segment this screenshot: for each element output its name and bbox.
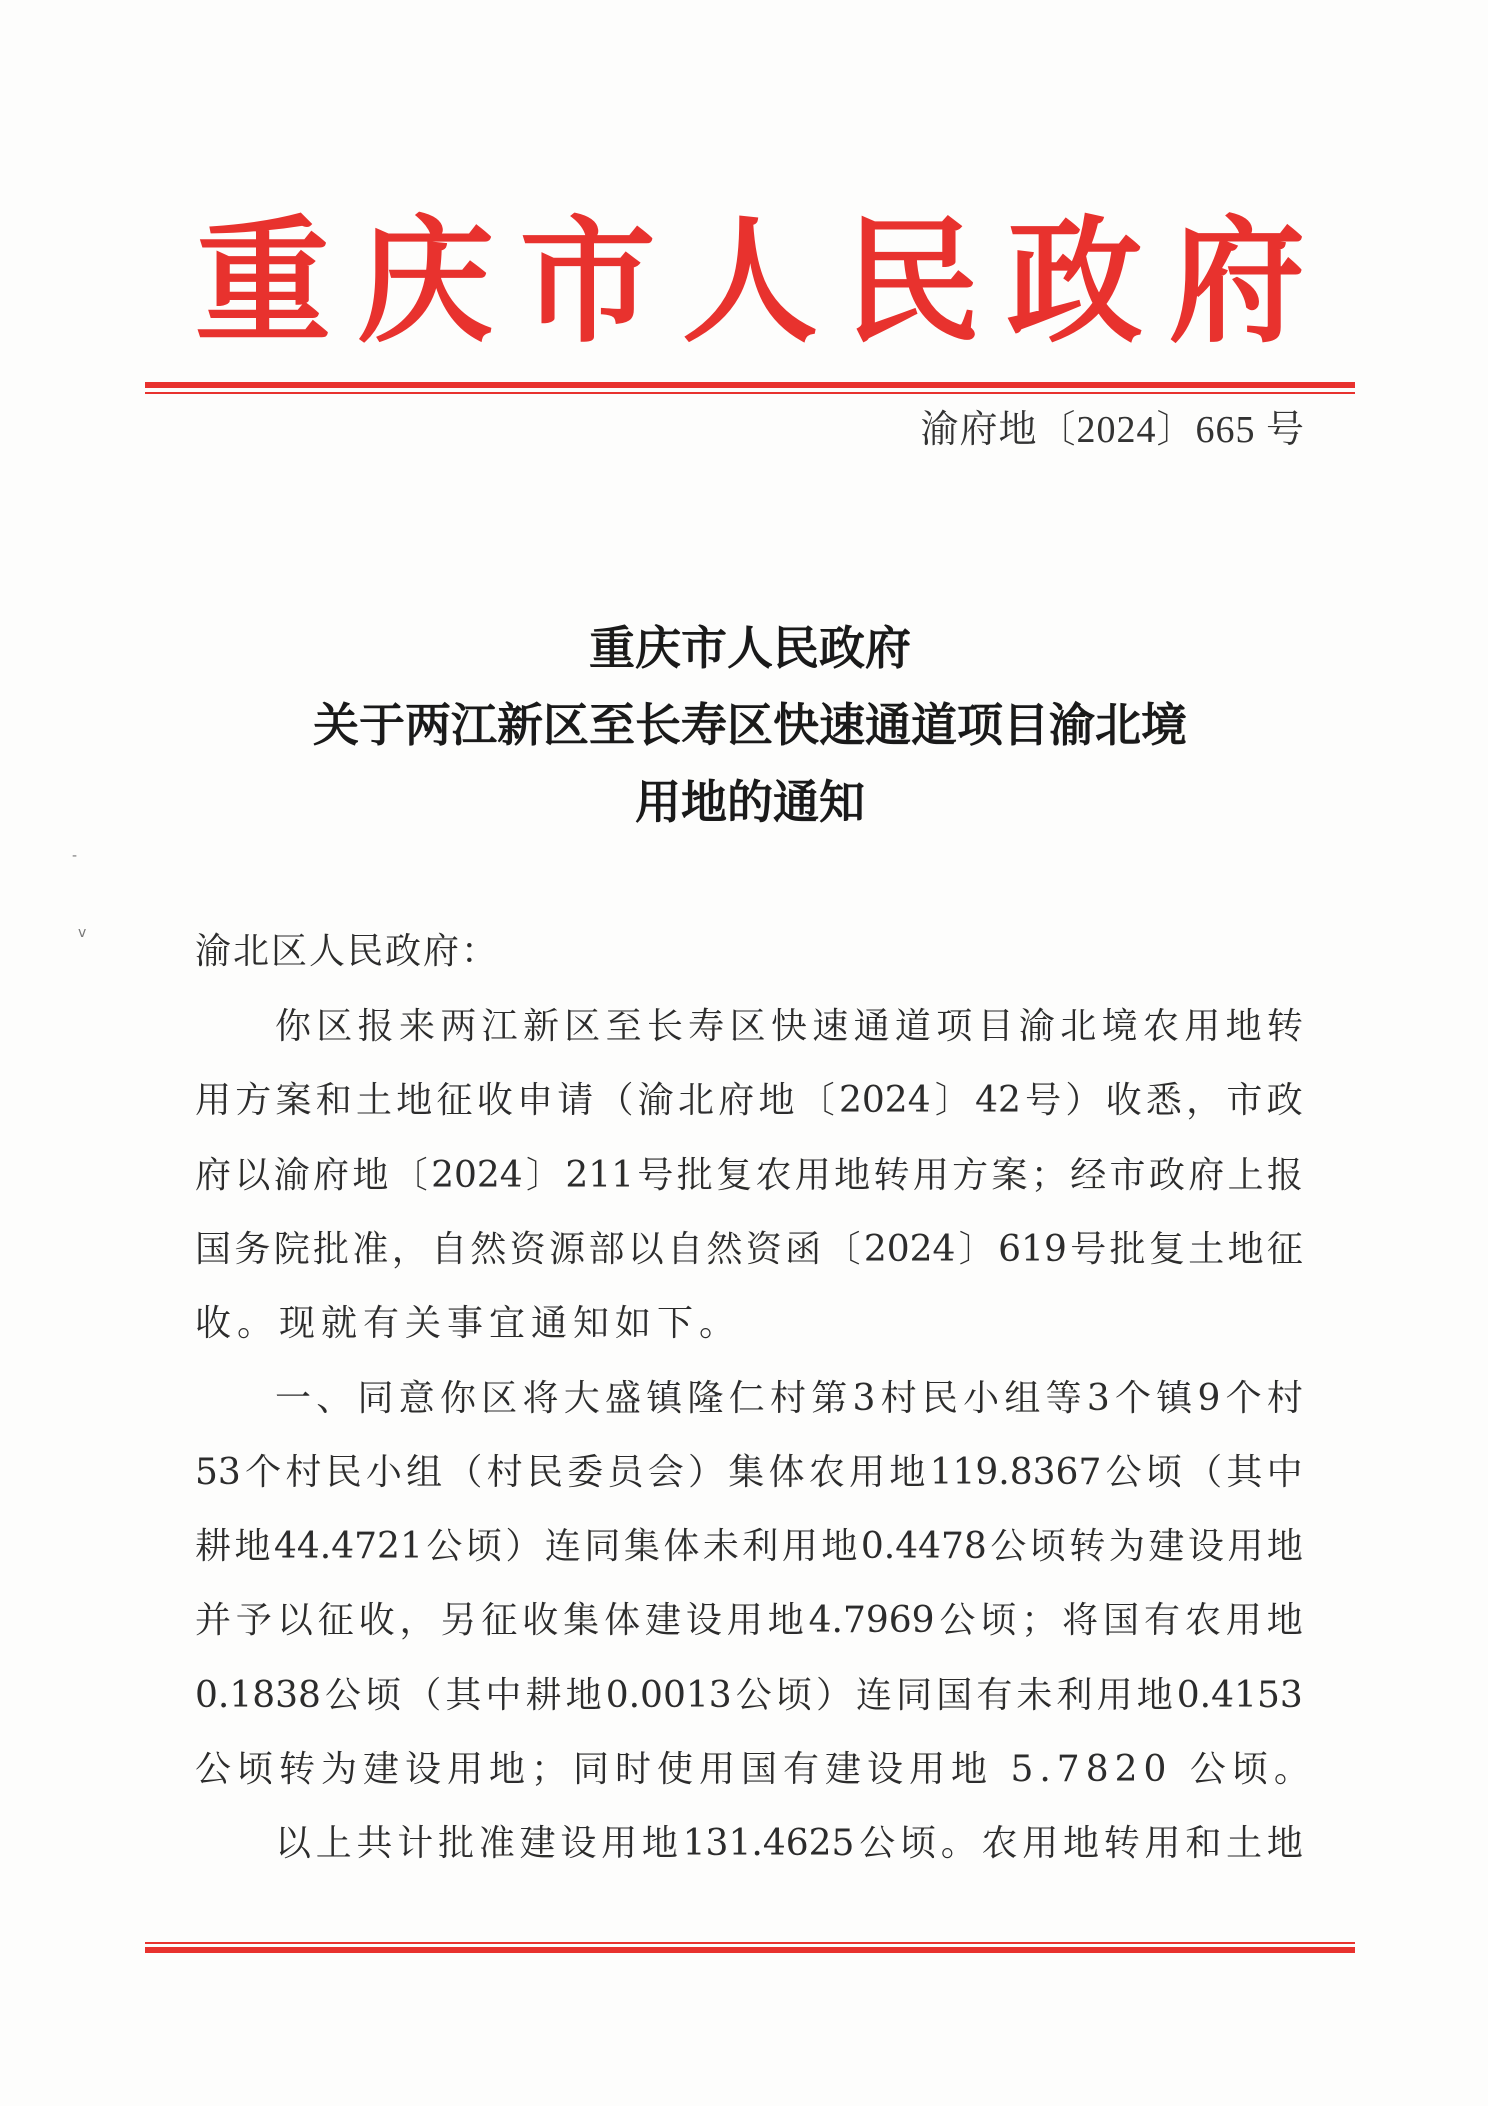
margin-mark: -: [72, 848, 78, 864]
margin-mark: v: [78, 925, 87, 941]
document-number: 渝府地〔2024〕665 号: [920, 409, 1305, 451]
footer-red-rule-thick: [145, 1947, 1355, 1953]
body-line: 一 、 同 意 你 区 将 大 盛 镇 隆 仁 村 第 3 村 民 小 组 等 3 个 镇 9 个 村: [275, 1377, 1303, 1419]
masthead-char: 人: [681, 202, 818, 362]
masthead-char: 市: [519, 202, 656, 362]
body-line: 公顷转为建设用地；同时使用国有建设用地 5.7820 公顷。: [195, 1749, 1316, 1790]
body-line: 以 上 共 计 批 准 建 设 用 地 131.4625 公 顷 。 农 用 地 转 用 和 土 地: [275, 1823, 1303, 1865]
body-line: 用 方 案 和 土 地 征 收 申 请 （ 渝 北 府 地 〔 2024 〕 42 号 ） 收 悉 ， 市 政: [195, 1080, 1303, 1122]
masthead-title: [195, 195, 1305, 370]
header-red-rule-thin: [145, 392, 1355, 394]
title-line-1: 重庆市人民政府: [589, 621, 911, 675]
masthead-char: 民: [844, 202, 981, 362]
salutation: 渝北区人民政府：: [195, 931, 500, 972]
masthead-char: 庆: [357, 202, 494, 362]
body-line: 0.1838 公 顷 （ 其 中 耕 地 0.0013 公 顷 ） 连 同 国 有 未 利 用 地 0.4153: [195, 1674, 1303, 1716]
footer-red-rule-thin: [145, 1942, 1355, 1944]
body-line: 国 务 院 批 准 ， 自 然 资 源 部 以 自 然 资 函 〔 2024 〕 619 号 批 复 土 地 征: [195, 1228, 1303, 1270]
body-line: 府 以 渝 府 地 〔 2024 〕 211 号 批 复 农 用 地 转 用 方 案 ； 经 市 政 府 上 报: [195, 1154, 1303, 1196]
header-red-rule-thick: [145, 382, 1355, 388]
body-line: 你 区 报 来 两 江 新 区 至 长 寿 区 快 速 通 道 项 目 渝 北 境 农 用 地 转: [275, 1006, 1303, 1047]
title-line-2: 关于两江新区至长寿区快速通道项目渝北境: [313, 698, 1187, 752]
masthead-char: 政: [1006, 202, 1143, 362]
title-line-3: 用地的通知: [635, 775, 865, 829]
masthead-char: 重: [195, 202, 331, 362]
body-line: 并 予 以 征 收 ， 另 征 收 集 体 建 设 用 地 4.7969 公 顷 ； 将 国 有 农 用 地: [195, 1600, 1303, 1642]
body-line: 耕 地 44.4721 公 顷 ） 连 同 集 体 未 利 用 地 0.4478 公 顷 转 为 建 设 用 地: [195, 1526, 1303, 1568]
body-line: 收。现就有关事宜通知如下。: [195, 1303, 742, 1345]
masthead-char: 府: [1168, 202, 1305, 362]
body-line: 53 个 村 民 小 组 （ 村 民 委 员 会 ） 集 体 农 用 地 119.8367 公 顷 （ 其 中: [195, 1451, 1303, 1493]
